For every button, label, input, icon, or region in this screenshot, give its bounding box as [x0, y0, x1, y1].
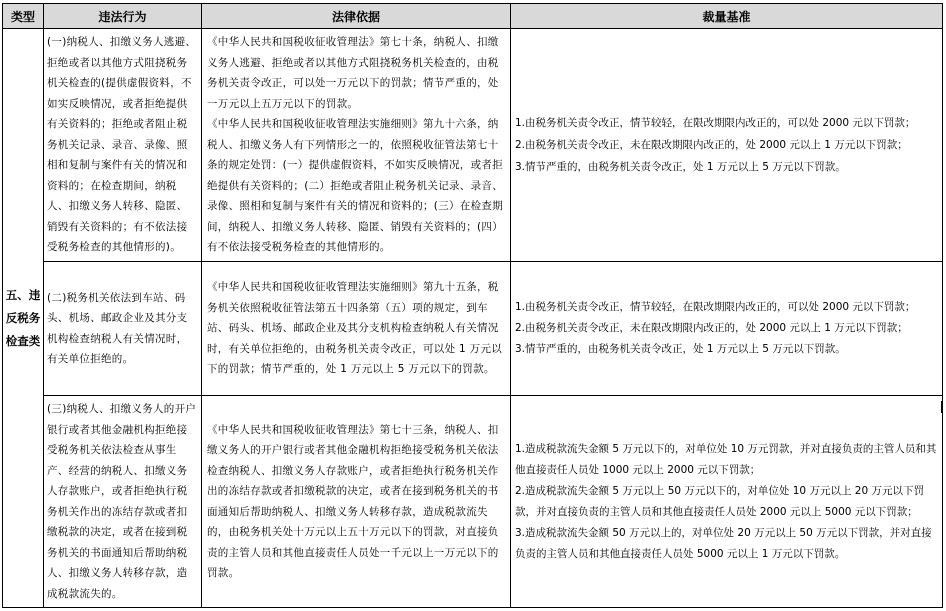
- table-row: [3, 396, 943, 608]
- standard-item: 2.由税务机关责令改正，未在限改期限内改正的，处 2000 元以上 1 万元以下罚款；: [515, 322, 908, 334]
- violation-cell: (一)纳税人、扣缴义务人逃避、拒绝或者以其他方式阻挠税务机关检查的(提供虚假资料，不如实反映情况，或者拒绝提供有关资料的；拒绝或者阻止税务机关记录、录音、录像、照相和复制与案件有关的情况和资料的；在检查期间，纳税人、扣缴义务人转移、隐匿、销毁有关资料的；有不依法接受税务检查的其他情形的)。: [44, 29, 202, 262]
- standard-item: 1.造成税款流失金额 5 万元以下的，对单位处 10 万元罚款，并对直接负责的主管人员和其他直接责任人员处 1000 元以上 2000 元以下罚款；: [515, 442, 937, 476]
- legal-basis-cell: [202, 396, 511, 608]
- standard-item: 3.情节严重的，由税务机关责令改正，处 1 万元以上 5 万元以下罚款。: [515, 161, 846, 173]
- penalty-standard-cell: [511, 29, 943, 262]
- legal-basis-cell: [202, 29, 511, 262]
- standard-item: 3.造成税款流失金额 50 万元以上的，对单位处 20 万元以上 50 万元以下罚款，并对直接负责的主管人员和其他直接责任人员处 5000 元以上 1 万元以下罚款。: [515, 526, 932, 560]
- legal-basis-paragraph: 《中华人民共和国税收征收管理法》第七十三条，纳税人、扣缴义务人的开户银行或者其他金融机构拒绝接受税务机关依法检查纳税人、扣缴义务人存款账户，或者拒绝执行税务机关作出的冻结存款或者扣缴税款的决定，或者在接到税务机关的书面通知后帮助纳税人、扣缴义务人转移存款，造成税款流失的，由税务机关处十万元以上五十万元以下的罚款，对直接负责的主管人员和其他直接责任人员处一千元以上一万元以下的罚款。: [207, 423, 499, 579]
- header-type: 类型: [3, 4, 44, 29]
- standard-item: 2.由税务机关责令改正，未在限改期限内改正的，处 2000 元以上 1 万元以下罚款；: [515, 139, 908, 151]
- penalty-standard-cell: [511, 396, 943, 608]
- violation-cell: (三)纳税人、扣缴义务人的开户银行或者其他金融机构拒绝接受税务机关依法检查从事生产、经营的纳税人、扣缴义务人存款账户，或者拒绝执行税务机关作出的冻结存款或者扣缴税款的决定，或者在接到税务机关的书面通知后帮助纳税人、扣缴义务人转移存款，造成税款流失的。: [44, 396, 202, 608]
- category-cell: 五、违反税务检查类: [3, 29, 44, 608]
- table-row: [3, 262, 943, 396]
- header-legal-basis: 法律依据: [202, 4, 511, 29]
- header-violation: 违法行为: [44, 4, 202, 29]
- violation-cell: (二)税务机关依法到车站、码头、机场、邮政企业及其分支机构检查纳税人有关情况时，有关单位拒绝的。: [44, 262, 202, 396]
- standard-item: 1.由税务机关责令改正，情节较轻，在限改期限内改正的，可以处 2000 元以下罚款；: [515, 117, 916, 129]
- header-penalty-standard: 裁量基准: [511, 4, 943, 29]
- standard-item: 1.由税务机关责令改正，情节较轻，在限改期限内改正的，可以处 2000 元以下罚款；: [515, 301, 916, 313]
- text-cursor-mark: [941, 401, 943, 413]
- legal-basis-paragraph: 《中华人民共和国税收征收管理法》第七十条，纳税人、扣缴义务人逃避、拒绝或者以其他方式阻挠税务机关检查的，由税务机关责令改正，可以处一万元以下的罚款；情节严重的，处一万元以上五万元以下的罚款。: [207, 36, 499, 110]
- penalty-standard-cell: [511, 262, 943, 396]
- legal-basis-paragraph: 《中华人民共和国税收征收管理法实施细则》第九十五条，税务机关依照税收征管法第五十四条第（五）项的规定，到车站、码头、机场、邮政企业及其分支机构检查纳税人有关情况时，有关单位拒绝的，由税务机关责令改正，可以处 1 万元以下的罚款；情节严重的，处 1 万元以上 5 万元以下的罚款。: [207, 281, 503, 376]
- penalty-standards-table: [2, 3, 943, 608]
- legal-basis-paragraph: 《中华人民共和国税收征收管理法实施细则》第九十六条，纳税人、扣缴义务人有下列情形之一的，依照税收征管法第七十条的规定处罚：(一）提供虚假资料，不如实反映情况，或者拒绝提供有关资料的；(二）拒绝或者阻止税务机关记录、录音、录像、照相和复制与案件有关的情况和资料的；(三）在检查期间，纳税人、扣缴义务人转移、隐匿、销毁有关资料的；(四）有不依法接受税务检查的其他情形的。: [207, 118, 503, 254]
- legal-basis-cell: [202, 262, 511, 396]
- table-row: [3, 29, 943, 262]
- standard-item: 3.情节严重的，由税务机关责令改正，处 1 万元以上 5 万元以下罚款。: [515, 343, 846, 355]
- table-header-row: [3, 4, 943, 29]
- standard-item: 2.造成税款流失金额 5 万元以上 50 万元以下的，对单位处 10 万元以上 20 万元以下罚款，并对直接负责的主管人员和其他直接责任人员处 2000 元以上 5000 元以下罚款；: [515, 484, 924, 518]
